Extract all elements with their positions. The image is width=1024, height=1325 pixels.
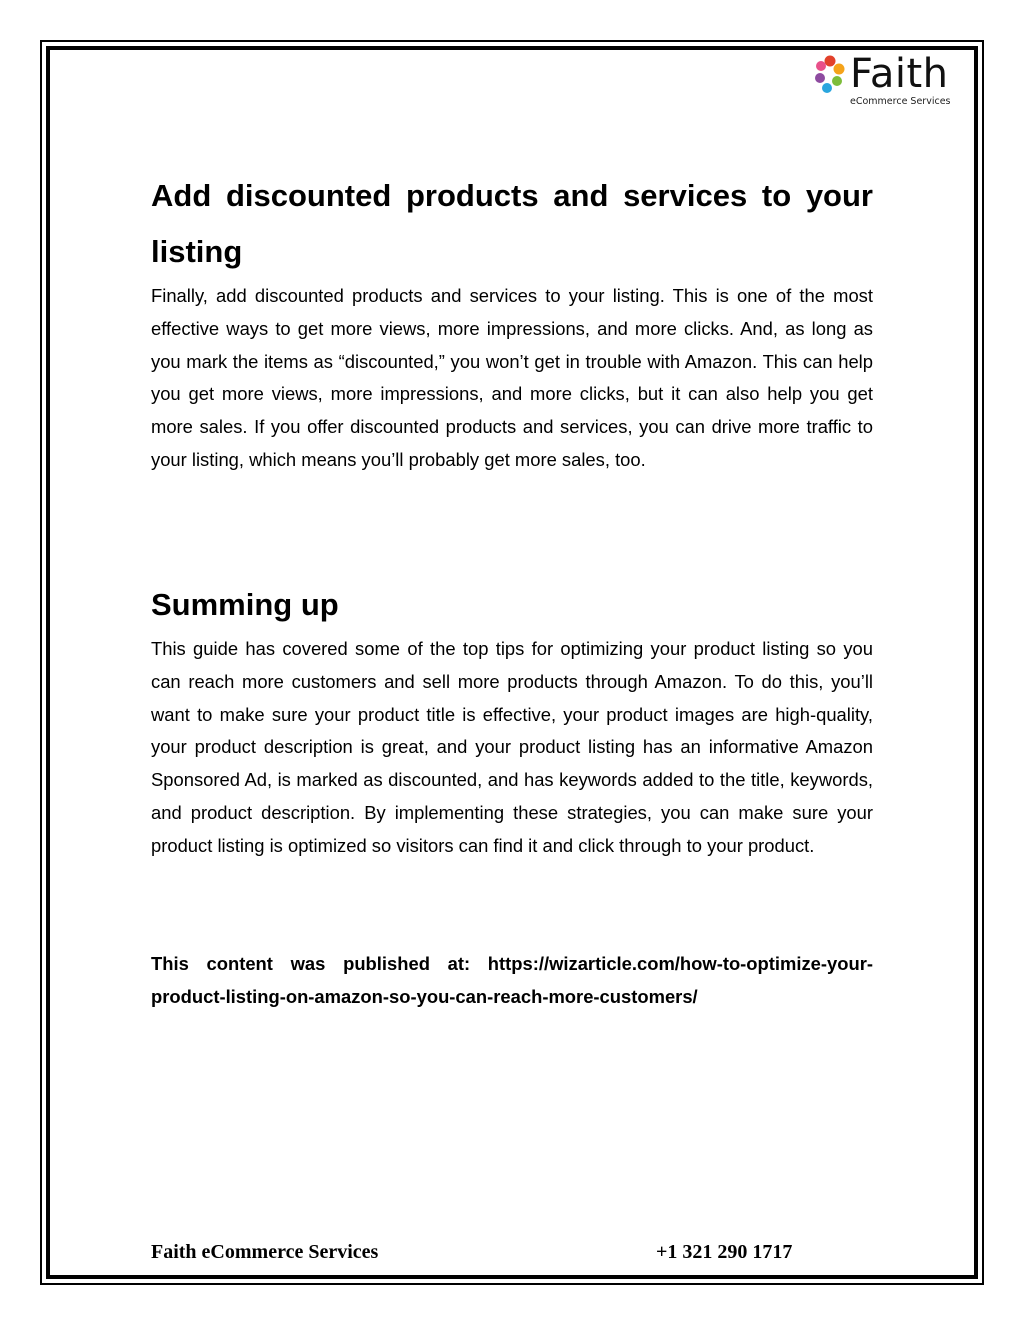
logo-wordmark: Faith — [850, 51, 949, 97]
footer-company: Faith eCommerce Services — [151, 1241, 379, 1263]
footer-phone: +1 321 290 1717 — [656, 1241, 793, 1263]
section-heading: Add discounted products and services to your listing — [151, 178, 873, 269]
section-summing-up — [151, 577, 873, 863]
section-discounted — [151, 168, 873, 477]
section-body: This guide has covered some of the top tips for optimizing your product listing so you can reach more customers and sell more products through Amazon. To do this, you’ll want to make sure your product title is effective, your product images are high-quality, your product description is great, and your product listing has an informative Amazon Sponsored Ad, is marked as discounted, and has keywords added to the title, keywords, and product description. By implementing these strategies, you can make sure your product listing is optimized so visitors can find it and click through to your product. — [151, 638, 873, 856]
faith-logo — [812, 52, 972, 112]
published-note: This content was published at: https://wizarticle.com/how-to-optimize-your-product-listing-on-amazon-so-you-can-reach-more-customers/ — [151, 953, 873, 1007]
section-body: Finally, add discounted products and services to your listing. This is one of the most effective ways to get more views, more impressions, and more clicks. And, as long as you mark the items as “discounted,” you won’t get in trouble with Amazon. This can help you get more views, more impressions, and more clicks, but it can also help you get more sales. If you offer discounted products and services, you can drive more traffic to your listing, which means you’ll probably get more sales, too. — [151, 285, 873, 470]
flower-logo-icon — [812, 52, 848, 102]
section-heading: Summing up — [151, 587, 339, 622]
logo-tagline: eCommerce Services — [850, 96, 951, 107]
